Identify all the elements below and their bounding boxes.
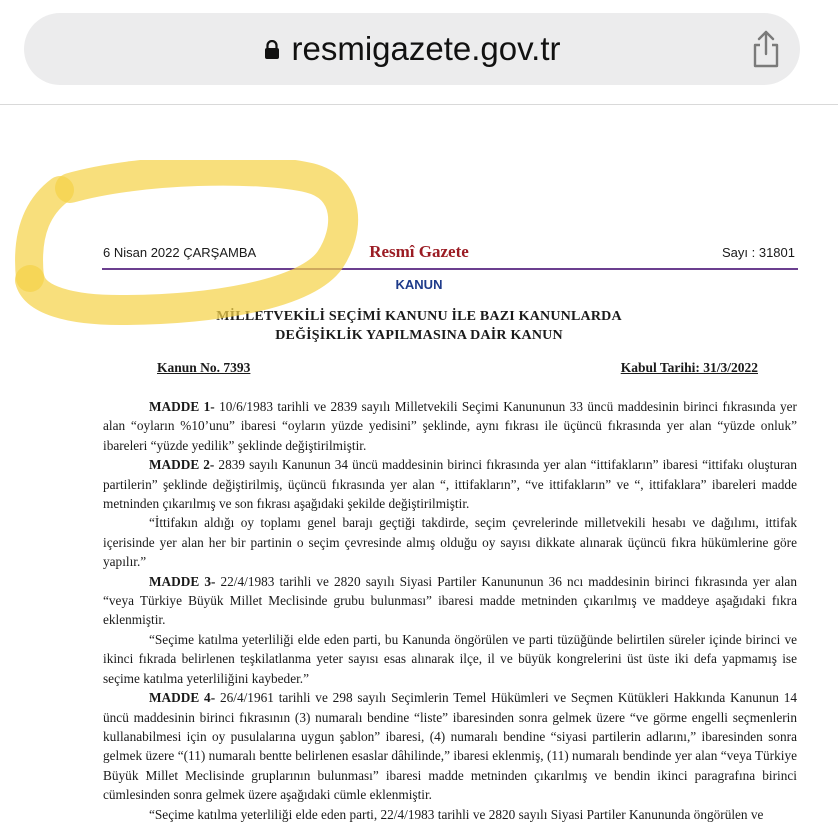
issue-number: Sayı : 31801	[722, 245, 795, 260]
url-display[interactable]	[24, 13, 800, 85]
address-bar[interactable]	[24, 13, 800, 85]
quoted-text: “İttifakın aldığı oy toplamı genel barajı geçtiği takdirde, seçim çevrelerinde milletvekili hesabı ve dağılımı, ittifak içerisinde yer alan her bir partinin o seçim çevresinde almış olduğu oy sayısı dikkate alınarak üçüncü fıkra hükümlerine göre yapılır.”	[103, 515, 797, 570]
article-lead: MADDE 3-	[149, 573, 216, 589]
browser-toolbar	[0, 0, 838, 104]
paragraph	[103, 630, 797, 688]
article-text: 10/6/1983 tarihli ve 2839 sayılı Milletvekili Seçimi Kanununun 33 üncü maddesinin birinci fıkrasında yer alan “oyların %10’unu” ibaresi “oyların yüzde yedisini” şeklinde, aynı fıkrası ile üçüncü fıkrasında yer alan “yüzde onluk” ibareleri “yüzde yedilik” şeklinde değiştirilmiştir.	[103, 399, 797, 453]
law-number: Kanun No. 7393	[157, 360, 251, 375]
gazette-page	[0, 105, 838, 840]
paragraph	[103, 572, 797, 630]
share-icon[interactable]	[748, 29, 784, 69]
doc-type: KANUN	[395, 277, 443, 292]
law-title-line1: MİLLETVEKİLİ SEÇİMİ KANUNU İLE BAZI KANUNLARDA	[216, 309, 622, 324]
paragraph	[103, 513, 797, 571]
paragraph	[103, 397, 797, 455]
law-title	[0, 307, 838, 345]
gazette-title: Resmî Gazete	[369, 242, 469, 261]
article-text: 22/4/1983 tarihli ve 2820 sayılı Siyasi Partiler Kanununun 36 ncı maddesinin birinci fıkrasında yer alan “veya Türkiye Büyük Millet Meclisinde grubu bulunması” ibaresi madde metninden çıkarılmış ve maddeye aşağıdaki fıkra eklenmiştir.	[103, 573, 797, 628]
paragraph	[103, 455, 797, 513]
article-lead: MADDE 4-	[149, 690, 216, 706]
quoted-text: “Seçime katılma yeterliliği elde eden parti, bu Kanunda öngörülen ve parti tüzüğünde belirtilen süreler içinde birinci ve ikinci fıkrada belirlenen teşkilatlanma yeter sayısı esas alınarak ilçe, il ve büyük kongrelerini üst üste iki defa yapmamış ise seçime katılma yeterliliğini kaybeder.”	[103, 631, 797, 686]
paragraph	[103, 805, 797, 824]
header-rule	[102, 268, 798, 270]
article-text: 26/4/1961 tarihli ve 298 sayılı Seçimlerin Temel Hükümleri ve Seçmen Kütükleri Hakkında Kanunun 14 üncü maddesinin birinci fıkrasının (3) numaralı bendine “liste” ibaresinden sonra gelmek üzere “ve görme engelli seçmenlerin kullanabilmesi için oy pusulalarına uygun şablon” ibaresi, (4) numaralı bendine “siyasi partilerin adlarını,” ibaresinden sonra gelmek üzere “(11) numaralı bentte belirlenen esaslar dâhilinde,” ibaresi eklenmiş, (11) numaralı bendinde yer alan “veya Türkiye Büyük Millet Meclisinde gruplarının bulunması” ibaresi madde metninden çıkarılmış ve bendin ikinci paragrafına birinci cümlesinden sonra gelmek üzere aşağıdaki cümle eklenmiştir.	[103, 690, 797, 803]
law-body	[103, 397, 797, 824]
issue-date: 6 Nisan 2022 ÇARŞAMBA	[103, 245, 257, 260]
article-lead: MADDE 2-	[149, 457, 215, 473]
law-title-line2: DEĞİŞİKLİK YAPILMASINA DAİR KANUN	[275, 328, 563, 343]
lock-icon	[264, 40, 280, 60]
article-lead: MADDE 1-	[149, 399, 215, 414]
quoted-text: “Seçime katılma yeterliliği elde eden parti, 22/4/1983 tarihli ve 2820 sayılı Siyasi Partiler Kanununda öngörülen ve	[149, 806, 764, 822]
article-text: 2839 sayılı Kanunun 34 üncü maddesinin birinci fıkrasında yer alan “ittifakların” ibaresi “ittifakı oluşturan partilerin” şeklinde değiştirilmiş, üçüncü fıkrasında yer alan “, ittifakların”, “ve ittifakların” ve “, ittifaklara” ibareleri madde metninden çıkarılmış ve son fıkrası aşağıdaki şekilde değiştirilmiştir.	[103, 457, 797, 512]
accept-date: Kabul Tarihi: 31/3/2022	[620, 360, 758, 375]
paragraph	[103, 688, 797, 804]
url-text: resmigazete.gov.tr	[291, 30, 561, 67]
